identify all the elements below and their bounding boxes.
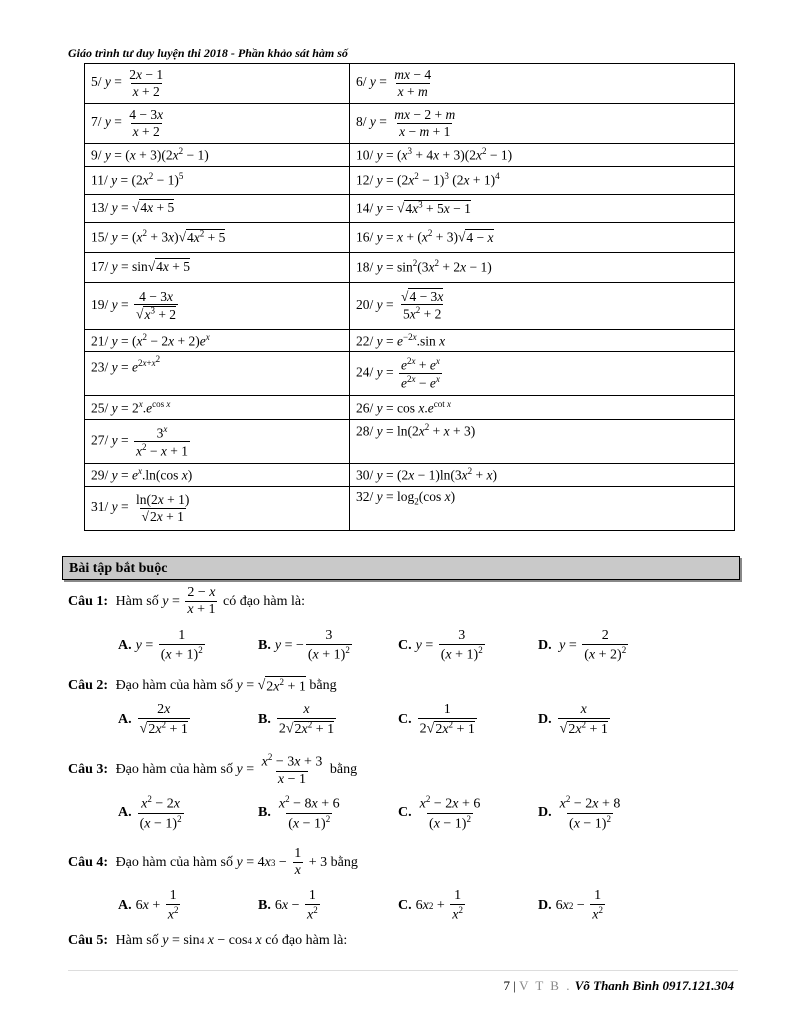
table-row: 21/ $y = (x^2 - 2x + 2)e^x$ 22/ $y = e^{-2x}.\sin$ x	[85, 329, 735, 352]
table-row: 31/ y = $\frac{\ln(2x + 1)}{√2x + 1}$ 32/ $y = \log_2(\cos$ x)	[85, 486, 735, 530]
option-3d[interactable]: D. $x^2 - 2x + 8$ $(x - 1)^2$	[538, 794, 621, 832]
page-footer	[504, 978, 734, 994]
table-row: 13/ y = √4x + 5 14/ $y = √4x^3 + 5x - 1$	[85, 194, 735, 222]
question-2: Câu 2: Đạo hàm của hàm số y = √ $2x^2 + 1$ bằng	[68, 677, 337, 695]
option-2d[interactable]: D. x $√2x^2 + 1$	[538, 702, 608, 737]
option-2c[interactable]: C. 1 $2√2x^2 + 1$	[398, 702, 475, 737]
table-row: 17/ y = sin√4x + 5 18/ $y = \sin^2(3x^2 + 2x - 1)$	[85, 252, 735, 282]
table-row: 19/ y = $\frac{4 - 3x}{√x^3 + 2}$ 20/ y = $\frac{√4 - 3x}{5x^2 + 2}$	[85, 282, 735, 329]
page-header: Giáo trình tư duy luyện thi 2018 - Phần khảo sát hàm số	[68, 46, 348, 60]
option-2a[interactable]: A. 2x $√2x^2 + 1$	[118, 702, 188, 737]
footer-divider	[68, 970, 738, 971]
option-1d[interactable]: D. y = 2 $(x + 2)^2$	[538, 628, 627, 663]
option-1c[interactable]: C. y = 3 $(x + 1)^2$	[398, 628, 483, 663]
question-1: Câu 1: Hàm số y = 2 − x x + 1 có đạo hàm là:	[68, 585, 306, 618]
table-row: 29/ $y = e^x.\ln(\cos$ x) 30/ $y = (2x - 1)\ln(3x^2 + x)$	[85, 464, 735, 487]
table-row: 5/ y = $\frac{2x - 1}{x + 2}$ 6/ y = $\frac{mx - 4}{x + m}$	[85, 64, 735, 104]
table-row: 9/ $y = (x + 3)(2x^2 - 1)$ 10/ $y = (x^3 + 4x + 3)(2x^2 - 1)$	[85, 144, 735, 167]
exercise-table	[84, 63, 735, 531]
question-4: Câu 4: Đạo hàm của hàm số y = 4 x 3 − 1 x + 3 bằng	[68, 846, 358, 879]
table-row: 23/ $y = e^{2x+x^2}$ 24/ y = $\frac{e^{2x} + e^x}{e^{2x} - e^x}$	[85, 352, 735, 396]
table-row: 25/ $y = 2^x.e^{cos x}$ 26/ $y = \cos x.e^{cot x}$	[85, 396, 735, 420]
option-4b[interactable]: B. 6 x − 1 $x^2$	[258, 888, 318, 923]
table-row: 7/ y = $\frac{4 - 3x}{x + 2}$ 8/ y = $\frac{mx - 2 + m}{x - m + 1}$	[85, 104, 735, 144]
option-3a[interactable]: A. $x^2 - 2x$ $(x - 1)^2$	[118, 794, 182, 832]
option-3b[interactable]: B. $x^2 - 8x + 6$ $(x - 1)^2$	[258, 794, 340, 832]
question-3: Câu 3: Đạo hàm của hàm số y = $x^2 - 3x + 3$ x − 1 bằng	[68, 752, 358, 787]
table-row: 11/ $y = (2x^2 - 1)^5$ 12/ $y = (2x^2 - 1)^3$ $(2x + 1)^4$	[85, 166, 735, 194]
option-3c[interactable]: C. $x^2 - 2x + 6$ $(x - 1)^2$	[398, 794, 481, 832]
table-row: 27/ y = $\frac{3^x}{x^2 - x + 1}$ 28/ $y = \ln(2x^2 + x + 3)$	[85, 420, 735, 464]
footer-author: Võ Thanh Bình 0917.121.304	[574, 978, 734, 993]
table-row: 15/ $y = (x^2 + 3x)√4x^2 + 5$ 16/ $y = x + (x^2 + 3)√4 - x$	[85, 222, 735, 252]
option-4c[interactable]: C. 6 x 2 + 1 $x^2$	[398, 888, 463, 923]
section-title: Bài tập bắt buộc	[62, 556, 740, 580]
option-1a[interactable]: A. y = 1 $(x + 1)^2$	[118, 628, 203, 663]
option-1b[interactable]: B. y = − 3 $(x + 1)^2$	[258, 628, 350, 663]
page-number: 7 |	[503, 978, 516, 993]
footer-brand: V T B .	[519, 978, 572, 993]
question-5: Câu 5: Hàm số y = sin 4 x − cos 4 x có đạo hàm là:	[68, 933, 348, 948]
option-4a[interactable]: A. 6 x + 1 $x^2$	[118, 888, 179, 923]
option-4d[interactable]: D. 6 x 2 − 1 $x^2$	[538, 888, 603, 923]
option-2b[interactable]: B. x $2√2x^2 + 1$	[258, 702, 335, 737]
